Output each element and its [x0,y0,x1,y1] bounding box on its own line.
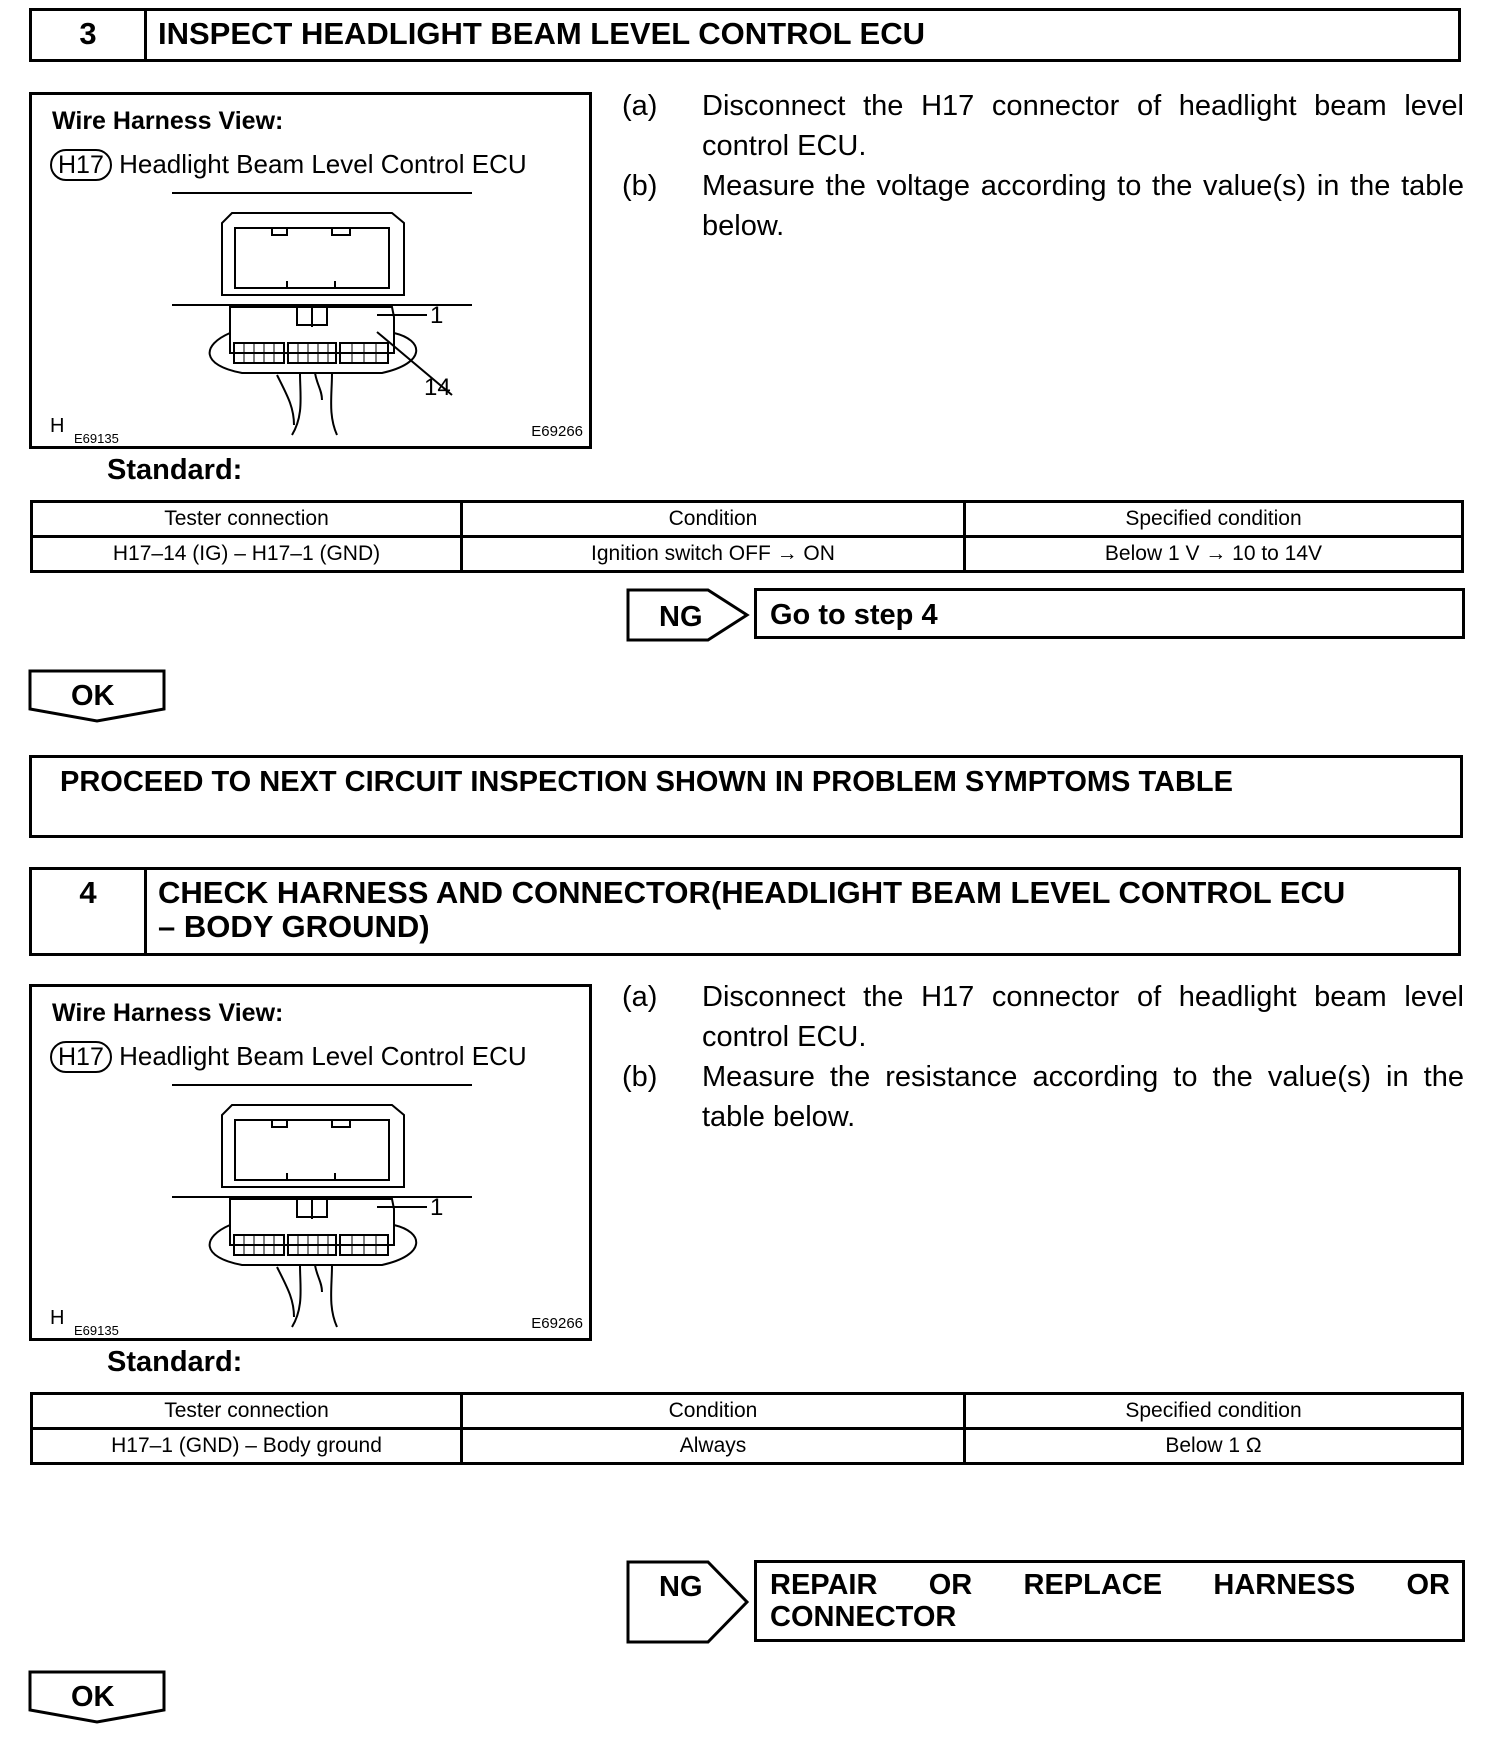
table-header: Tester connection [32,1394,462,1429]
proceed-box [29,755,1463,838]
instruction-label: (b) [622,1061,658,1093]
table-header: Condition [462,1394,965,1429]
connector-name: Headlight Beam Level Control ECU [119,1041,527,1071]
proceed-text: PROCEED TO NEXT CIRCUIT INSPECTION SHOWN IN PROBLEM SYMPTOMS TABLE [60,766,1233,798]
table-header: Tester connection [32,502,462,537]
connector-code-badge: H17 [50,1041,112,1073]
instruction-label: (a) [622,981,658,1013]
standard-label: Standard: [107,1346,243,1378]
connector-code-badge: H17 [50,149,112,181]
instruction-text: Disconnect the H17 connector of headlight beam level control ECU. [702,90,1464,162]
figure-corner-letter: H [50,415,65,437]
ok-tab [28,1670,168,1729]
step-3-number: 3 [32,11,147,59]
instruction-b [622,1057,1464,1137]
step-4-instructions [622,977,1464,1137]
table-cell: Ignition switch OFF → ON [462,537,965,572]
instruction-label: (a) [622,90,658,122]
ng-arrow-box [626,1560,750,1649]
ok-tab [28,669,168,728]
table-row [32,1429,1463,1464]
table-header-row [32,1394,1463,1429]
instruction-label: (b) [622,170,658,202]
figure-code-right: E69266 [531,1315,583,1332]
figure-view-label: Wire Harness View: [52,999,284,1027]
ok-label: OK [71,680,115,712]
ng-word: HARNESS [1213,1569,1356,1601]
ng-word: OR [928,1569,973,1601]
connector-caption [50,149,527,181]
ng-word: REPLACE [1023,1569,1163,1601]
table-cell: H17–1 (GND) – Body ground [32,1429,462,1464]
h17-connector-diagram [32,95,589,446]
h17-connector-diagram [32,987,589,1338]
step-3-header [29,8,1461,62]
step-3-standard-table [30,500,1464,573]
figure-code-right: E69266 [531,423,583,440]
ng-action-line1 [770,1569,1450,1602]
table-cell: Below 1 V → 10 to 14V [965,537,1463,572]
step-4-title-line2: – BODY GROUND) [158,909,430,944]
step-3-wire-harness-figure [29,92,592,449]
step-4-wire-harness-figure [29,984,592,1341]
figure-view-label: Wire Harness View: [52,107,284,135]
figure-code-left: E69135 [74,1323,119,1338]
ng-label: NG [659,1571,703,1603]
table-cell: Always [462,1429,965,1464]
instruction-a [622,977,1464,1057]
pin-1-label: 1 [430,1194,444,1221]
pin-14-label: 14 [424,374,451,401]
instruction-text: Measure the voltage according to the value(s) in the table below. [702,170,1464,242]
instruction-b [622,166,1464,246]
ng-action-box [754,588,1465,639]
ng-action-line2: CONNECTOR [770,1601,957,1633]
connector-name: Headlight Beam Level Control ECU [119,149,527,179]
step-3-instructions [622,86,1464,246]
table-header: Specified condition [965,1394,1463,1429]
table-header-row [32,502,1463,537]
connector-caption [50,1041,527,1073]
ng-arrow-box [626,588,750,647]
ok-label: OK [71,1681,115,1713]
ng-arrow-shape [626,588,750,642]
ng-word: REPAIR [770,1569,878,1601]
ng-arrow-shape [626,1560,750,1644]
step-4-number: 4 [32,870,147,953]
step-4-title-line1: CHECK HARNESS AND CONNECTOR(HEADLIGHT BEAM LEVEL CONTROL ECU [158,875,1346,910]
standard-label: Standard: [107,454,243,486]
instruction-a [622,86,1464,166]
table-header: Specified condition [965,502,1463,537]
step-3-title: INSPECT HEADLIGHT BEAM LEVEL CONTROL ECU [158,16,926,51]
ng-action-text: Go to step 4 [770,599,938,631]
ng-label: NG [659,601,703,633]
table-row [32,537,1463,572]
ng-word: OR [1406,1569,1450,1601]
table-cell: H17–14 (IG) – H17–1 (GND) [32,537,462,572]
figure-corner-letter: H [50,1307,65,1329]
ok-tab-shape [28,669,168,723]
step-4-title [158,876,1442,944]
pin-1-label: 1 [430,302,444,329]
ok-tab-shape [28,1670,168,1724]
step-4-standard-table [30,1392,1464,1465]
table-cell: Below 1 Ω [965,1429,1463,1464]
figure-code-left: E69135 [74,431,119,446]
instruction-text: Measure the resistance according to the value(s) in the table below. [702,1061,1464,1133]
table-header: Condition [462,502,965,537]
instruction-text: Disconnect the H17 connector of headlight beam level control ECU. [702,981,1464,1053]
ng-action-box [754,1560,1465,1642]
step-4-header [29,867,1461,956]
